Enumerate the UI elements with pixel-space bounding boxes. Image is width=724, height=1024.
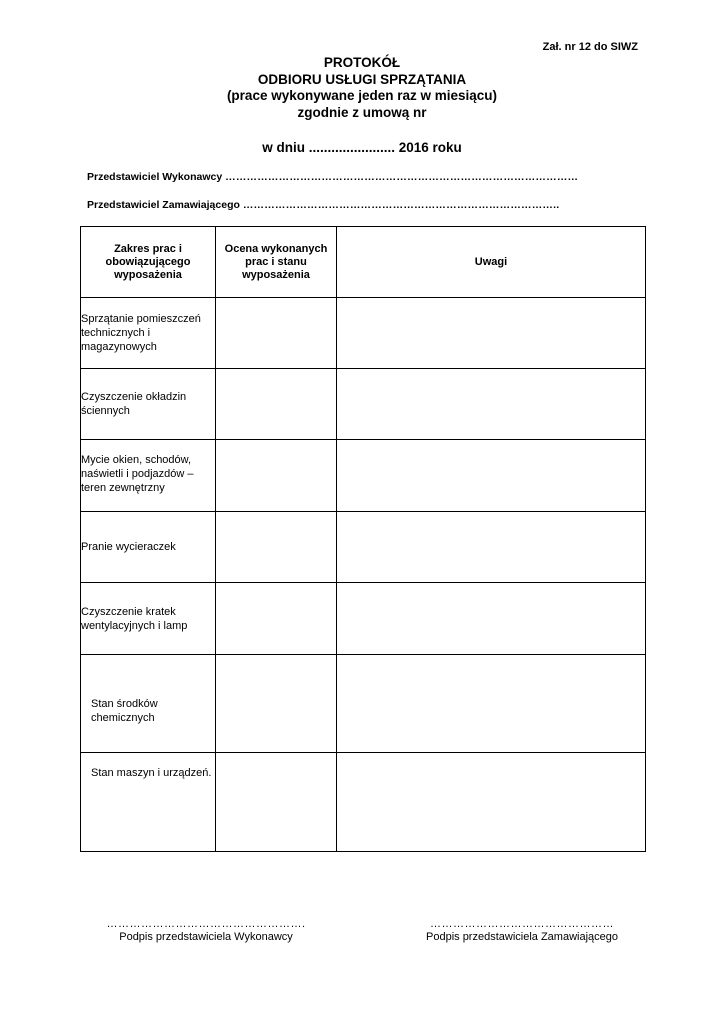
contractor-signature — [86, 918, 326, 945]
table-row — [81, 369, 646, 440]
client-signature-label: Podpis przedstawiciela Zamawiającego — [426, 931, 618, 943]
table-row — [81, 583, 646, 655]
row-assessment-cell[interactable] — [216, 583, 337, 655]
row-remarks-cell[interactable] — [337, 298, 646, 369]
inspection-table — [80, 226, 646, 852]
title-line-1: PROTOKÓŁ — [323, 55, 401, 70]
row-assessment-cell[interactable] — [216, 655, 337, 753]
row-remarks-cell[interactable] — [337, 753, 646, 852]
header-assessment: Ocena wykonanych prac i stanu wyposażenia — [216, 227, 337, 298]
title-line-2: ODBIORU USŁUGI SPRZĄTANIA — [257, 71, 467, 87]
table-row — [81, 512, 646, 583]
row-scope-cell: Sprzątanie pomieszczeń technicznych i magazynowych — [81, 298, 216, 369]
contractor-representative-line — [87, 171, 578, 183]
contractor-representative-label: Przedstawiciel Wykonawcy — [87, 171, 223, 183]
row-scope-cell: Czyszczenie kratek wentylacyjnych i lamp — [81, 583, 216, 655]
table-header-row — [81, 227, 646, 298]
client-representative-label: Przedstawiciel Zamawiającego — [87, 199, 240, 211]
client-representative-dots: …………………………………………………………………………….. — [242, 199, 560, 211]
row-assessment-cell[interactable] — [216, 512, 337, 583]
contractor-signature-label: Podpis przedstawiciela Wykonawcy — [119, 931, 293, 943]
row-scope-cell: Mycie okien, schodów, naświetli i podjazdów – teren zewnętrzny — [81, 440, 216, 512]
contractor-representative-dots: ……………………………………………………………………………………… — [225, 171, 579, 183]
row-remarks-cell[interactable] — [337, 440, 646, 512]
row-scope-cell: Stan środków chemicznych — [81, 655, 216, 753]
title-line-3: (prace wykonywane jeden raz w miesiącu) — [226, 88, 498, 103]
document-title — [0, 55, 724, 121]
row-assessment-cell[interactable] — [216, 753, 337, 852]
row-remarks-cell[interactable] — [337, 655, 646, 753]
table-row — [81, 440, 646, 512]
row-scope-cell: Czyszczenie okładzin ściennych — [81, 369, 216, 440]
row-assessment-cell[interactable] — [216, 369, 337, 440]
row-remarks-cell[interactable] — [337, 369, 646, 440]
attachment-reference: Zał. nr 12 do SIWZ — [542, 41, 638, 53]
client-representative-line — [87, 199, 559, 211]
header-remarks: Uwagi — [337, 227, 646, 298]
client-signature — [400, 918, 644, 945]
title-line-4: zgodnie z umową nr — [297, 104, 427, 120]
table-row — [81, 753, 646, 852]
date-line: w dniu ....................... 2016 roku — [262, 140, 462, 155]
table-row — [81, 298, 646, 369]
row-remarks-cell[interactable] — [337, 583, 646, 655]
row-scope-cell: Stan maszyn i urządzeń. — [81, 753, 216, 852]
row-remarks-cell[interactable] — [337, 512, 646, 583]
row-assessment-cell[interactable] — [216, 298, 337, 369]
table-row — [81, 655, 646, 753]
contractor-signature-line: ……………………………………………. — [106, 918, 306, 930]
header-scope: Zakres prac i obowiązującego wyposażenia — [81, 227, 216, 298]
row-assessment-cell[interactable] — [216, 440, 337, 512]
row-scope-cell: Pranie wycieraczek — [81, 512, 216, 583]
client-signature-line: ………………………………………… — [430, 918, 614, 930]
